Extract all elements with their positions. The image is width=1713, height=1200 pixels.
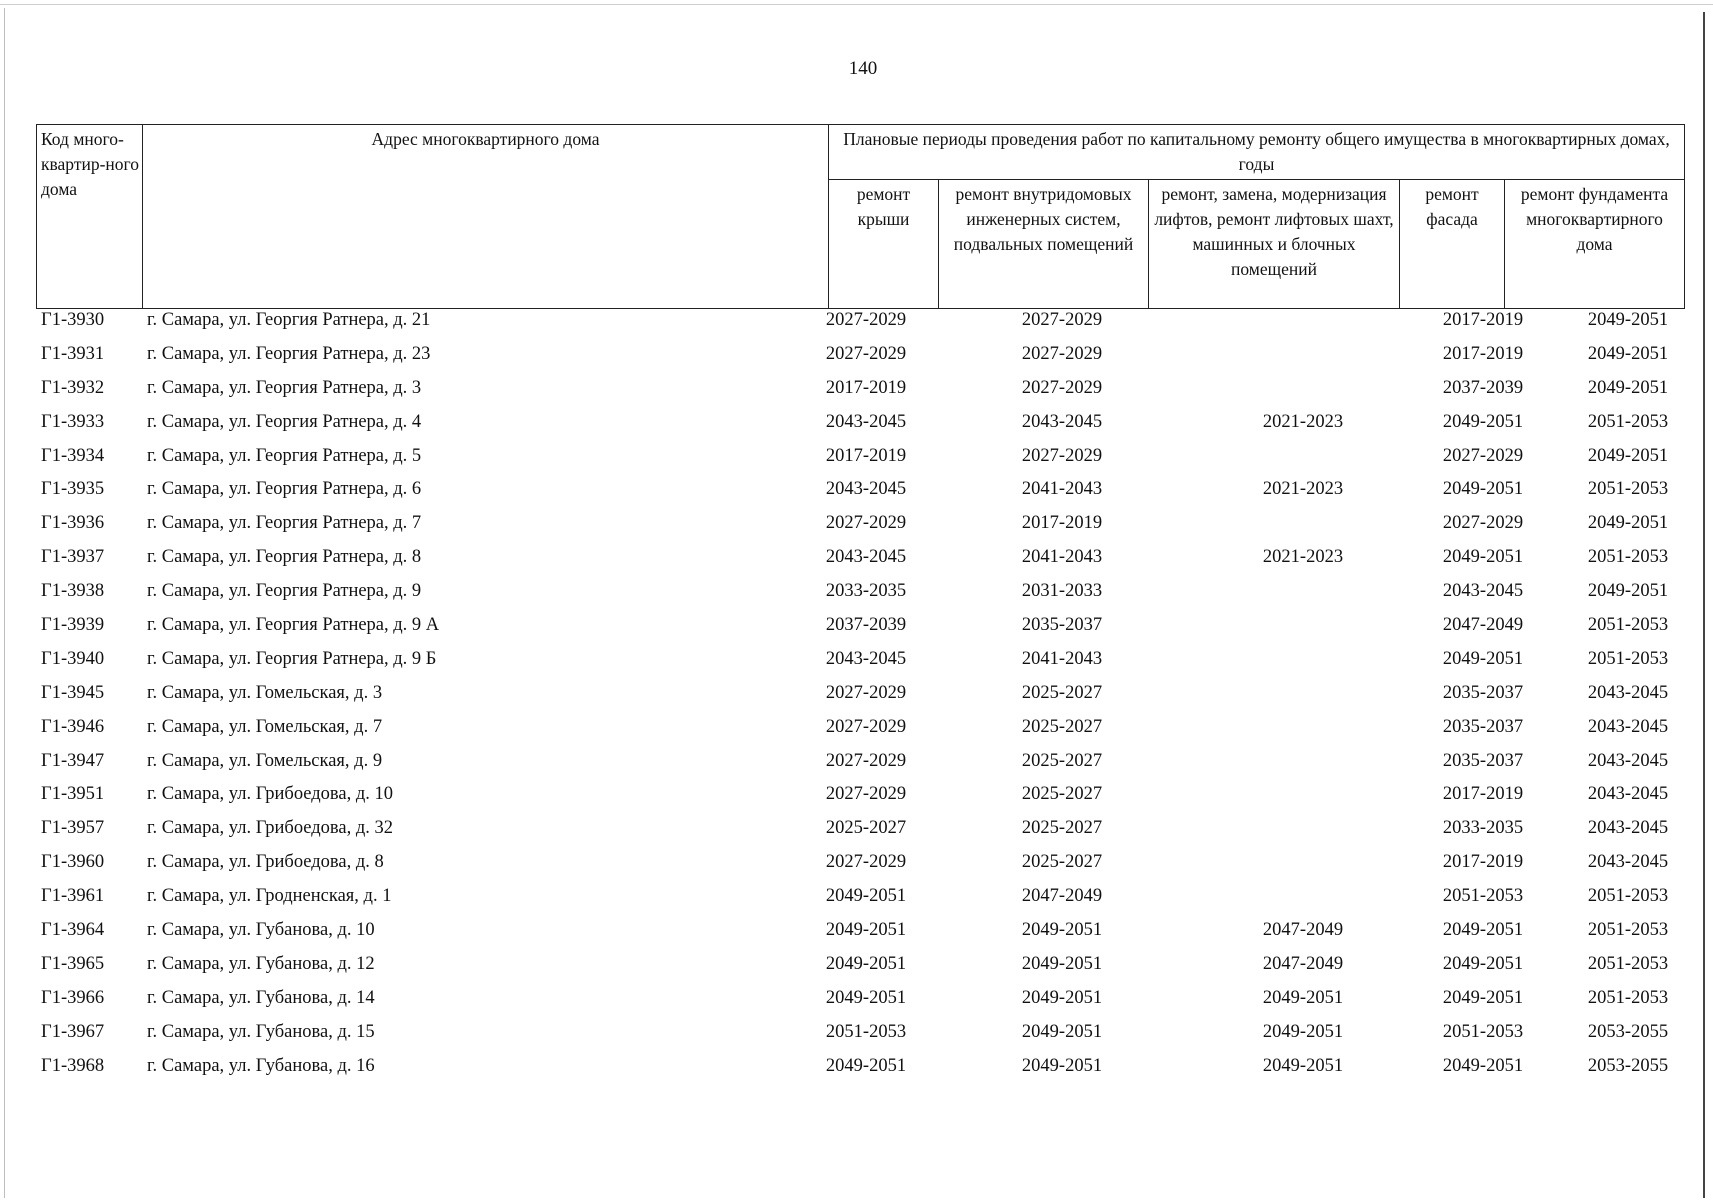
cell-systems: 2025-2027: [1021, 750, 1103, 771]
cell-systems: 2041-2043: [1021, 648, 1103, 669]
cell-roof: 2043-2045: [825, 547, 907, 568]
table-row: [36, 308, 1686, 342]
cell-roof: 2017-2019: [825, 445, 907, 466]
cell-facade: 2049-2051: [1442, 479, 1524, 500]
cell-code: Г1-3930: [41, 310, 105, 330]
cell-foundation: 2043-2045: [1587, 818, 1669, 839]
column-header-facade: ремонт фасада: [1400, 180, 1505, 309]
cell-lifts: 2021-2023: [1262, 547, 1344, 568]
cell-systems: 2035-2037: [1021, 615, 1103, 636]
cell-roof: 2027-2029: [825, 716, 907, 737]
cell-code: Г1-3935: [41, 479, 105, 500]
cell-facade: 2027-2029: [1442, 445, 1524, 466]
cell-roof: 2017-2019: [825, 377, 907, 398]
cell-address: г. Самара, ул. Георгия Ратнера, д. 7: [147, 513, 422, 534]
cell-systems: 2031-2033: [1021, 581, 1103, 602]
cell-address: г. Самара, ул. Георгия Ратнера, д. 21: [147, 310, 431, 330]
column-header-lifts: ремонт, замена, модернизация лифтов, ремонт лифтовых шахт, машинных и блочных помещений: [1149, 180, 1400, 309]
cell-foundation: 2051-2053: [1587, 886, 1669, 907]
cell-facade: 2049-2051: [1442, 987, 1524, 1008]
cell-foundation: 2043-2045: [1587, 716, 1669, 737]
cell-code: Г1-3947: [41, 750, 105, 771]
table-row: [36, 850, 1686, 884]
cell-facade: 2049-2051: [1442, 1055, 1524, 1076]
cell-lifts: 2049-2051: [1262, 1021, 1344, 1042]
cell-roof: 2033-2035: [825, 581, 907, 602]
cell-code: Г1-3964: [41, 920, 105, 941]
cell-systems: 2017-2019: [1021, 513, 1103, 534]
cell-roof: 2027-2029: [825, 682, 907, 703]
cell-lifts: 2021-2023: [1262, 411, 1344, 432]
cell-address: г. Самара, ул. Гомельская, д. 9: [147, 750, 383, 771]
cell-systems: 2043-2045: [1021, 411, 1103, 432]
cell-foundation: 2051-2053: [1587, 987, 1669, 1008]
cell-roof: 2027-2029: [825, 750, 907, 771]
cell-lifts: 2021-2023: [1262, 479, 1344, 500]
cell-address: г. Самара, ул. Гомельская, д. 3: [147, 682, 383, 703]
cell-foundation: 2051-2053: [1587, 648, 1669, 669]
cell-address: г. Самара, ул. Георгия Ратнера, д. 8: [147, 547, 422, 568]
table-row: [36, 545, 1686, 579]
cell-code: Г1-3967: [41, 1021, 105, 1042]
cell-code: Г1-3951: [41, 784, 105, 805]
cell-facade: 2017-2019: [1442, 310, 1524, 330]
table-row: [36, 477, 1686, 511]
cell-systems: 2049-2051: [1021, 987, 1103, 1008]
cell-systems: 2049-2051: [1021, 1021, 1103, 1042]
cell-facade: 2037-2039: [1442, 377, 1524, 398]
cell-address: г. Самара, ул. Георгия Ратнера, д. 5: [147, 445, 422, 466]
cell-foundation: 2043-2045: [1587, 750, 1669, 771]
cell-roof: 2027-2029: [825, 513, 907, 534]
cell-roof: 2043-2045: [825, 648, 907, 669]
cell-roof: 2037-2039: [825, 615, 907, 636]
cell-roof: 2027-2029: [825, 852, 907, 873]
cell-facade: 2035-2037: [1442, 716, 1524, 737]
cell-roof: 2051-2053: [825, 1021, 907, 1042]
column-header-systems: ремонт внутридомовых инженерных систем, подвальных помещений: [939, 180, 1149, 309]
cell-foundation: 2043-2045: [1587, 852, 1669, 873]
table-row: [36, 986, 1686, 1020]
table-row: [36, 749, 1686, 783]
cell-lifts: 2047-2049: [1262, 953, 1344, 974]
table-row: [36, 884, 1686, 918]
table-row: [36, 1020, 1686, 1054]
table-row: [36, 647, 1686, 681]
column-header-roof: ремонт крыши: [829, 180, 939, 309]
cell-address: г. Самара, ул. Георгия Ратнера, д. 6: [147, 479, 422, 500]
cell-facade: 2017-2019: [1442, 784, 1524, 805]
cell-facade: 2035-2037: [1442, 750, 1524, 771]
cell-address: г. Самара, ул. Георгия Ратнера, д. 4: [147, 411, 422, 432]
column-header-code: Код много-квартир-ного дома: [37, 125, 143, 309]
cell-address: г. Самара, ул. Грибоедова, д. 10: [147, 784, 394, 805]
cell-code: Г1-3937: [41, 547, 105, 568]
cell-foundation: 2043-2045: [1587, 682, 1669, 703]
cell-address: г. Самара, ул. Губанова, д. 15: [147, 1021, 375, 1042]
column-header-periods-group: Плановые периоды проведения работ по капитальному ремонту общего имущества в многоквартирных домах, годы: [829, 125, 1685, 180]
cell-code: Г1-3946: [41, 716, 105, 737]
cell-address: г. Самара, ул. Губанова, д. 14: [147, 987, 375, 1008]
cell-code: Г1-3961: [41, 886, 105, 907]
cell-lifts: 2047-2049: [1262, 920, 1344, 941]
cell-facade: 2033-2035: [1442, 818, 1524, 839]
scan-edge-right: [1703, 12, 1705, 1198]
cell-foundation: 2049-2051: [1587, 445, 1669, 466]
cell-roof: 2043-2045: [825, 411, 907, 432]
cell-systems: 2027-2029: [1021, 377, 1103, 398]
cell-systems: 2025-2027: [1021, 852, 1103, 873]
table-row: [36, 342, 1686, 376]
cell-facade: 2049-2051: [1442, 547, 1524, 568]
table-header: [36, 124, 1685, 309]
cell-address: г. Самара, ул. Георгия Ратнера, д. 9: [147, 581, 422, 602]
table-row: [36, 715, 1686, 749]
cell-roof: 2027-2029: [825, 784, 907, 805]
cell-systems: 2025-2027: [1021, 682, 1103, 703]
cell-foundation: 2053-2055: [1587, 1021, 1669, 1042]
cell-code: Г1-3945: [41, 682, 105, 703]
cell-code: Г1-3933: [41, 411, 105, 432]
cell-code: Г1-3957: [41, 818, 105, 839]
cell-address: г. Самара, ул. Губанова, д. 12: [147, 953, 375, 974]
cell-code: Г1-3940: [41, 648, 105, 669]
cell-systems: 2025-2027: [1021, 784, 1103, 805]
table-row: [36, 613, 1686, 647]
cell-code: Г1-3936: [41, 513, 105, 534]
cell-facade: 2017-2019: [1442, 852, 1524, 873]
cell-code: Г1-3931: [41, 343, 105, 364]
column-header-foundation: ремонт фундамента многоквартирного дома: [1505, 180, 1685, 309]
cell-roof: 2049-2051: [825, 987, 907, 1008]
cell-code: Г1-3965: [41, 953, 105, 974]
cell-address: г. Самара, ул. Гродненская, д. 1: [147, 886, 392, 907]
cell-systems: 2027-2029: [1021, 343, 1103, 364]
cell-systems: 2027-2029: [1021, 445, 1103, 466]
cell-foundation: 2049-2051: [1587, 377, 1669, 398]
cell-facade: 2049-2051: [1442, 953, 1524, 974]
cell-code: Г1-3938: [41, 581, 105, 602]
cell-systems: 2049-2051: [1021, 953, 1103, 974]
table-row: [36, 444, 1686, 478]
table-row: [36, 952, 1686, 986]
cell-roof: 2027-2029: [825, 310, 907, 330]
cell-roof: 2049-2051: [825, 1055, 907, 1076]
table-row: [36, 918, 1686, 952]
cell-address: г. Самара, ул. Гомельская, д. 7: [147, 716, 383, 737]
table-row: [36, 782, 1686, 816]
cell-address: г. Самара, ул. Грибоедова, д. 8: [147, 852, 384, 873]
cell-code: Г1-3934: [41, 445, 105, 466]
cell-code: Г1-3939: [41, 615, 105, 636]
scan-edge-top: [0, 4, 1713, 5]
cell-foundation: 2053-2055: [1587, 1055, 1669, 1076]
cell-code: Г1-3932: [41, 377, 105, 398]
cell-systems: 2047-2049: [1021, 886, 1103, 907]
cell-foundation: 2049-2051: [1587, 513, 1669, 534]
table-row: [36, 376, 1686, 410]
cell-systems: 2041-2043: [1021, 479, 1103, 500]
table-row: [36, 579, 1686, 613]
cell-foundation: 2049-2051: [1587, 310, 1669, 330]
cell-systems: 2041-2043: [1021, 547, 1103, 568]
cell-foundation: 2051-2053: [1587, 411, 1669, 432]
cell-foundation: 2043-2045: [1587, 784, 1669, 805]
cell-address: г. Самара, ул. Георгия Ратнера, д. 9 Б: [147, 648, 437, 669]
cell-systems: 2027-2029: [1021, 310, 1103, 330]
table-row: [36, 816, 1686, 850]
cell-address: г. Самара, ул. Губанова, д. 16: [147, 1055, 375, 1076]
cell-foundation: 2051-2053: [1587, 479, 1669, 500]
cell-roof: 2049-2051: [825, 886, 907, 907]
cell-roof: 2027-2029: [825, 343, 907, 364]
cell-systems: 2049-2051: [1021, 1055, 1103, 1076]
cell-facade: 2049-2051: [1442, 411, 1524, 432]
cell-facade: 2017-2019: [1442, 343, 1524, 364]
cell-facade: 2027-2029: [1442, 513, 1524, 534]
cell-address: г. Самара, ул. Георгия Ратнера, д. 23: [147, 343, 431, 364]
cell-facade: 2035-2037: [1442, 682, 1524, 703]
cell-facade: 2049-2051: [1442, 648, 1524, 669]
cell-code: Г1-3960: [41, 852, 105, 873]
cell-lifts: 2049-2051: [1262, 1055, 1344, 1076]
cell-roof: 2049-2051: [825, 920, 907, 941]
cell-address: г. Самара, ул. Георгия Ратнера, д. 3: [147, 377, 422, 398]
cell-foundation: 2049-2051: [1587, 581, 1669, 602]
cell-code: Г1-3966: [41, 987, 105, 1008]
cell-systems: 2049-2051: [1021, 920, 1103, 941]
cell-foundation: 2049-2051: [1587, 343, 1669, 364]
table-row: [36, 511, 1686, 545]
cell-facade: 2047-2049: [1442, 615, 1524, 636]
cell-foundation: 2051-2053: [1587, 920, 1669, 941]
cell-facade: 2051-2053: [1442, 886, 1524, 907]
cell-foundation: 2051-2053: [1587, 953, 1669, 974]
table-row: [36, 1054, 1686, 1088]
column-header-address: Адрес многоквартирного дома: [143, 125, 829, 309]
page-number: 140: [848, 58, 878, 79]
cell-foundation: 2051-2053: [1587, 547, 1669, 568]
cell-facade: 2049-2051: [1442, 920, 1524, 941]
cell-roof: 2025-2027: [825, 818, 907, 839]
cell-facade: 2043-2045: [1442, 581, 1524, 602]
cell-systems: 2025-2027: [1021, 818, 1103, 839]
cell-facade: 2051-2053: [1442, 1021, 1524, 1042]
table-row: [36, 681, 1686, 715]
cell-address: г. Самара, ул. Губанова, д. 10: [147, 920, 375, 941]
cell-roof: 2043-2045: [825, 479, 907, 500]
cell-code: Г1-3968: [41, 1055, 105, 1076]
table-body: [36, 308, 1686, 1087]
cell-lifts: 2049-2051: [1262, 987, 1344, 1008]
table-row: [36, 410, 1686, 444]
cell-address: г. Самара, ул. Грибоедова, д. 32: [147, 818, 394, 839]
cell-address: г. Самара, ул. Георгия Ратнера, д. 9 А: [147, 615, 440, 636]
cell-systems: 2025-2027: [1021, 716, 1103, 737]
cell-roof: 2049-2051: [825, 953, 907, 974]
cell-foundation: 2051-2053: [1587, 615, 1669, 636]
scan-edge-left: [4, 8, 5, 1198]
